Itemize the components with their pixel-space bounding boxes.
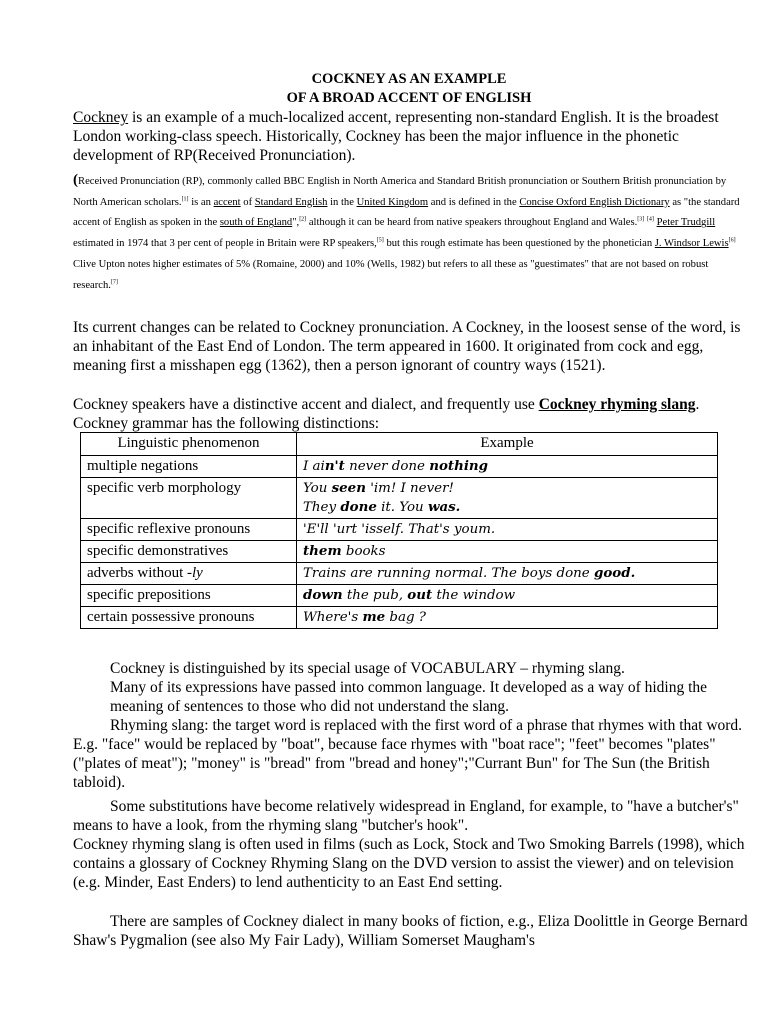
cockney-origin-paragraph: Its current changes can be related to Cockney pronunciation. A Cockney, in the loosest sense of the word, is an inhabitant of the East End of London. The term appeared in 1600. It originated from cock and egg, meaning first a misshapen egg (1362), then a person ignorant of country ways (1521). [73,319,741,375]
table-row [81,541,718,563]
ref-link[interactable]: [2] [299,216,307,223]
table-header-row [81,433,718,456]
example-cell: them books [297,541,718,563]
example-cell: 'E'll 'urt 'isself. That's youm. [297,519,718,541]
phenomenon-cell: specific prepositions [81,585,297,607]
ref-link[interactable]: [6] [728,237,736,244]
windsor-lewis-link[interactable]: J. Windsor Lewis [654,238,729,250]
table-row [81,456,718,478]
films-paragraph: Cockney rhyming slang is often used in films (such as Lock, Stock and Two Smoking Barrels (1998), which contains a glossary of Cockney Rhyming Slang on the DVD version to assist the viewer) and on television (e.g. Minder, East Enders) to lend authenticity to an East End setting. [73,836,745,892]
expressions-paragraph: Many of its expressions have passed into common language. It developed as a way of hiding the meaning of sentences to those who did not understand the slang. [110,679,708,716]
cockney-speakers-paragraph: Cockney speakers have a distinctive accent and dialect, and frequently use Cockney rhyming slang. Cockney grammar has the following distinctions: [73,396,700,433]
title-line-2: OF A BROAD ACCENT OF ENGLISH [286,90,532,106]
example-cell: down the pub, out the window [297,585,718,607]
table-row [81,478,718,519]
example-cell: I ain't never done nothing [297,456,718,478]
accent-link[interactable]: accent [213,196,241,208]
phenomenon-cell: adverbs without -ly [81,563,297,585]
ref-link[interactable]: [4] [646,216,654,223]
intro-paragraph: Cockney is an example of a much-localized accent, representing non-standard English. It is the broadest London working-class speech. Historically, Cockney has been the major influence in the phonetic development of RP(Received Pronunciation). [73,109,719,165]
substitutions-paragraph: Some substitutions have become relatively widespread in England, for example, to "have a butcher's" means to have a look, from the rhyming slang "butcher's hook". [73,798,739,835]
united-kingdom-link[interactable]: United Kingdom [356,196,429,208]
cockney-link[interactable]: Cockney [73,109,129,126]
south-of-england-link[interactable]: south of England [219,217,293,229]
fiction-paragraph: There are samples of Cockney dialect in many books of fiction, e.g., Eliza Doolittle in George Bernard Shaw's Pygmalion (see also My Fair Lady), William Somerset Maugham's [73,913,748,950]
example-cell: You seen 'im! I never! They done it. You was. [297,478,718,519]
rp-note: (Received Pronunciation (RP), commonly called BBC English in North America and Standard British pronunciation or Southern British pronunciation by North American scholars.[1] is an accent of Standard English in the United Kingdom and is defined in the Concise Oxford English Dictionary as "the standard accent of English as spoken in the south of England",[2] although it can be heard from native speakers throughout England and Wales.[3] [4] Peter Trudgill estimated in 1974 that 3 per cent of people in Britain were RP speakers,[5] but this rough estimate has been questioned by the phonetician J. Windsor Lewis[6] Clive Upton notes higher estimates of 5% (Romaine, 2000) and 10% (Wells, 1982) but refers to all these as "guestimates" that are not based on robust research.[7] [73,172,740,291]
table-row [81,585,718,607]
phenomenon-cell: specific demonstratives [81,541,297,563]
ref-link[interactable]: [3] [637,216,645,223]
table-row [81,519,718,541]
table-row [81,563,718,585]
example-cell: Where's me bag ? [297,607,718,629]
ref-link[interactable]: [1] [181,196,189,203]
ref-link[interactable]: [7] [110,278,118,285]
table-row [81,607,718,629]
peter-trudgill-link[interactable]: Peter Trudgill [656,217,716,229]
standard-english-link[interactable]: Standard English [254,196,328,208]
phenomenon-cell: multiple negations [81,456,297,478]
phenomenon-cell: specific reflexive pronouns [81,519,297,541]
rhyming-slang-paragraph: Rhyming slang: the target word is replaced with the first word of a phrase that rhymes with that word. E.g. "face" would be replaced by "boat", because face rhymes with "boat race"; "feet" becomes "plates" ("plates of meat"); "money" is "bread" from "bread and honey";"Currant Bun" for The Sun (the British tabloid). [73,717,743,792]
vocabulary-paragraph: Cockney is distinguished by its special usage of VOCABULARY – rhyming slang. [110,660,625,677]
rhyming-slang-link[interactable]: Cockney rhyming slang [538,396,696,413]
column-header: Example [297,433,718,456]
column-header: Linguistic phenomenon [81,433,297,456]
ref-link[interactable]: [5] [376,237,384,244]
phenomenon-cell: specific verb morphology [81,478,297,519]
example-cell: Trains are running normal. The boys done good. [297,563,718,585]
oxford-dictionary-link[interactable]: Concise Oxford English Dictionary [519,196,670,208]
title-line-1: COCKNEY AS AN EXAMPLE [311,71,507,87]
phenomenon-cell: certain possessive pronouns [81,607,297,629]
grammar-table [80,432,718,629]
